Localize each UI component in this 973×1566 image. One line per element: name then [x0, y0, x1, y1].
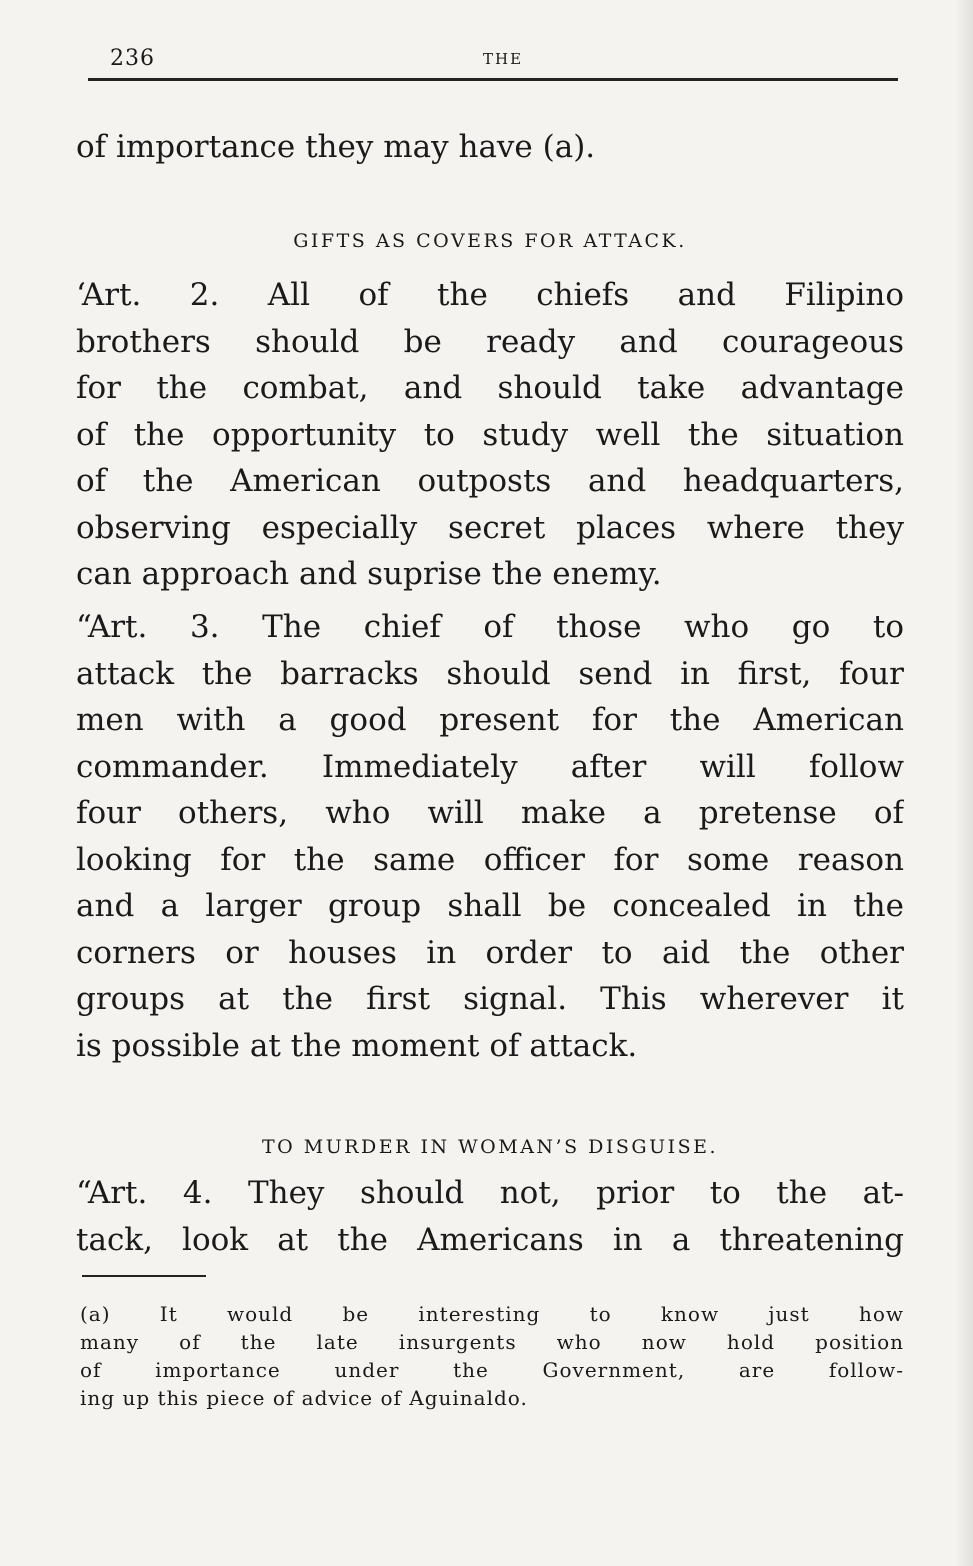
text-line: of the opportunity to study well the situation — [76, 416, 904, 453]
footnote-rule — [82, 1275, 206, 1277]
text-line: looking for the same officer for some reason — [76, 841, 904, 878]
article-2-paragraph — [76, 272, 904, 598]
text-line: for the combat, and should take advantage — [76, 370, 904, 406]
text-line: and a larger group shall be concealed in the — [76, 888, 904, 924]
text-line: is possible at the moment of attack. — [76, 1027, 638, 1064]
footnote — [80, 1300, 904, 1412]
article-4-paragraph — [76, 1170, 904, 1263]
text-line: four others, who will make a pretense of — [76, 795, 904, 831]
intro-text — [76, 124, 904, 171]
footnote-line: of importance under the Government, are follow- — [80, 1358, 904, 1382]
text-line: men with a good present for the American — [76, 702, 904, 738]
text-line: corners or houses in order to aid the other — [76, 934, 904, 971]
text-line: can approach and suprise the enemy. — [76, 556, 662, 592]
section-heading-gifts: GIFTS AS COVERS FOR ATTACK. — [293, 230, 687, 252]
article-3-paragraph — [76, 604, 904, 1069]
running-head — [88, 46, 898, 76]
text-line: “Art. 4. They should not, prior to the at- — [76, 1175, 904, 1211]
footnote-line: (a) It would be interesting to know just how — [80, 1302, 904, 1326]
text-line: groups at the first signal. This wherever it — [76, 981, 904, 1017]
header-rule — [88, 78, 898, 81]
text-line: brothers should be ready and courageous — [76, 323, 904, 360]
text-line: of the American outposts and headquarters, — [76, 463, 904, 499]
text-line: of importance they may have (a). — [76, 129, 596, 165]
page-edge-shadow — [955, 0, 973, 1566]
text-line: observing especially secret places where they — [76, 509, 904, 546]
running-title: THE — [483, 50, 524, 68]
footnote-line: many of the late insurgents who now hold position — [80, 1330, 904, 1354]
text-line: “Art. 3. The chief of those who go to — [76, 609, 904, 645]
footnote-line: ing up this piece of advice of Aguinaldo. — [80, 1386, 528, 1410]
text-line: commander. Immediately after will follow — [76, 748, 904, 785]
text-line: ‘Art. 2. All of the chiefs and Filipino — [76, 277, 904, 313]
page-number: 236 — [110, 46, 155, 71]
text-line: tack, look at the Americans in a threatening — [76, 1221, 904, 1258]
section-heading-disguise: TO MURDER IN WOMAN’S DISGUISE. — [261, 1136, 719, 1158]
text-line: attack the barracks should send in first, four — [76, 655, 904, 692]
